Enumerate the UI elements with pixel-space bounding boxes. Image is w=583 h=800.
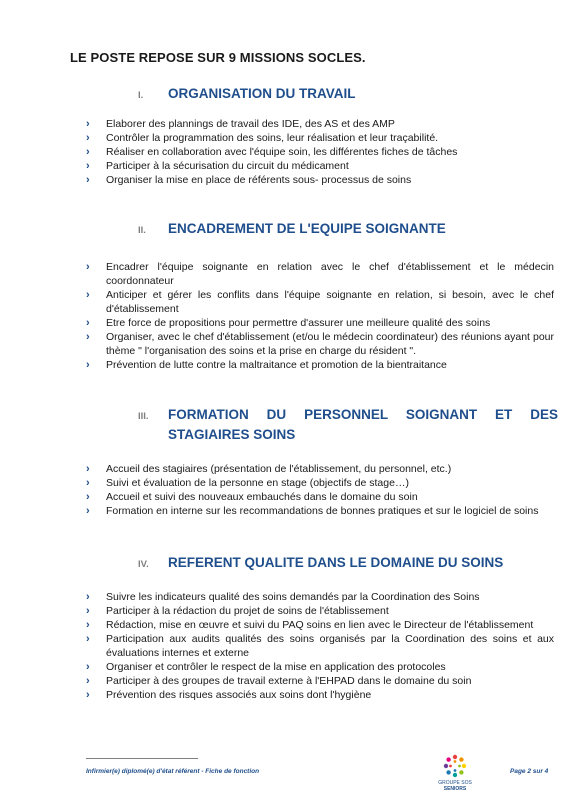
chevron-right-icon: › [86,289,90,301]
list-item: › Accueil des stagiaires (présentation de l'établissement, du personnel, etc.) [86,463,452,475]
section-number: III. [138,411,149,422]
chevron-right-icon: › [86,661,90,673]
chevron-right-icon: › [86,675,90,687]
section-list-3 [86,462,554,518]
chevron-right-icon: › [86,146,90,158]
chevron-right-icon: › [86,605,90,617]
list-item: › Participation aux audits qualités des soins organisés par la Coordination des soins et aux évaluations internes et externe [86,633,554,659]
list-item: › Participer à la sécurisation du circuit du médicament [86,160,349,172]
chevron-right-icon: › [86,261,90,273]
list-item: › Accueil et suivi des nouveaux embauchés dans le domaine du soin [86,491,418,503]
section-title: FORMATION DU PERSONNEL SOIGNANT ET DES STAGIAIRES SOINS [168,407,558,442]
list-item: › Encadrer l'équipe soignante en relation avec le chef d'établissement et le médecin coordonnateur [86,261,554,287]
list-item: › Prévention de lutte contre la maltraitance et promotion de la bientraitance [86,359,447,371]
list-item: › Organiser et contrôler le respect de la mise en application des protocoles [86,661,446,673]
section-title: ENCADREMENT DE L'EQUIPE SOIGNANTE [168,221,446,236]
section-number: I. [138,90,144,101]
page-heading: LE POSTE REPOSE SUR 9 MISSIONS SOCLES. [70,50,366,65]
chevron-right-icon: › [86,317,90,329]
logo-text-seniors: SENIORS [443,786,467,792]
section-heading-2 [138,219,558,241]
list-item: › Formation en interne sur les recommandations de bonnes pratiques et sur le logiciel de soins [86,505,539,517]
chevron-right-icon: › [86,359,90,371]
list-item: › Rédaction, mise en œuvre et suivi du PAQ soins en lien avec le Directeur de l'établissement [86,619,534,631]
section-list-2 [86,260,554,372]
list-item: › Participer à des groupes de travail externe à l'EHPAD dans le domaine du soin [86,675,472,687]
logo-text-group: GROUPE SOS [438,780,472,786]
chevron-right-icon: › [86,477,90,489]
section-title: ORGANISATION DU TRAVAIL [168,86,356,101]
chevron-right-icon: › [86,132,90,144]
footer-document-title: Infirmier(e) diplomé(e) d'état référent - Fiche de fonction [86,768,260,775]
chevron-right-icon: › [86,463,90,475]
footer-divider [86,758,198,759]
list-item: › Contrôler la programmation des soins, leur réalisation et leur traçabilité. [86,132,439,144]
chevron-right-icon: › [86,491,90,503]
list-item: › Organiser, avec le chef d'établissement (et/ou le médecin coordinateur) des réunions ayant pour thème " l'organisation des soins et la prise en charge du résident ". [86,331,554,357]
list-item: › Etre force de propositions pour permettre d'assurer une meilleure qualité des soins [86,317,491,329]
chevron-right-icon: › [86,160,90,172]
section-heading-3 [138,405,558,445]
section-title: REFERENT QUALITE DANS LE DOMAINE DU SOINS [168,555,504,570]
chevron-right-icon: › [86,619,90,631]
list-item: › Organiser la mise en place de référents sous- processus de soins [86,174,412,186]
chevron-right-icon: › [86,633,90,645]
section-list-4 [86,590,554,702]
list-item: › Elaborer des plannings de travail des IDE, des AS et des AMP [86,118,395,130]
page-number: Page 2 sur 4 [510,768,549,775]
section-list-1 [86,117,554,187]
chevron-right-icon: › [86,591,90,603]
chevron-right-icon: › [86,505,90,517]
list-item: › Suivi et évaluation de la personne en stage (objectifs de stage…) [86,477,409,489]
list-item: › Réaliser en collaboration avec l'équipe soin, les différentes fiches de tâches [86,146,458,158]
section-number: IV. [138,559,149,570]
section-heading-4 [138,553,558,575]
section-heading-1 [138,84,558,106]
section-number: II. [138,225,146,236]
chevron-right-icon: › [86,174,90,186]
list-item: › Participer à la rédaction du projet de soins de l'établissement [86,605,389,617]
chevron-right-icon: › [86,689,90,701]
list-item: › Suivre les indicateurs qualité des soins demandés par la Coordination des Soins [86,591,480,603]
list-item: › Prévention des risques associés aux soins dont l'hygiène [86,689,372,701]
list-item: › Anticiper et gérer les conflits dans l'équipe soignante en relation, si besoin, avec le chef d'établissement [86,289,554,315]
chevron-right-icon: › [86,118,90,130]
chevron-right-icon: › [86,331,90,343]
